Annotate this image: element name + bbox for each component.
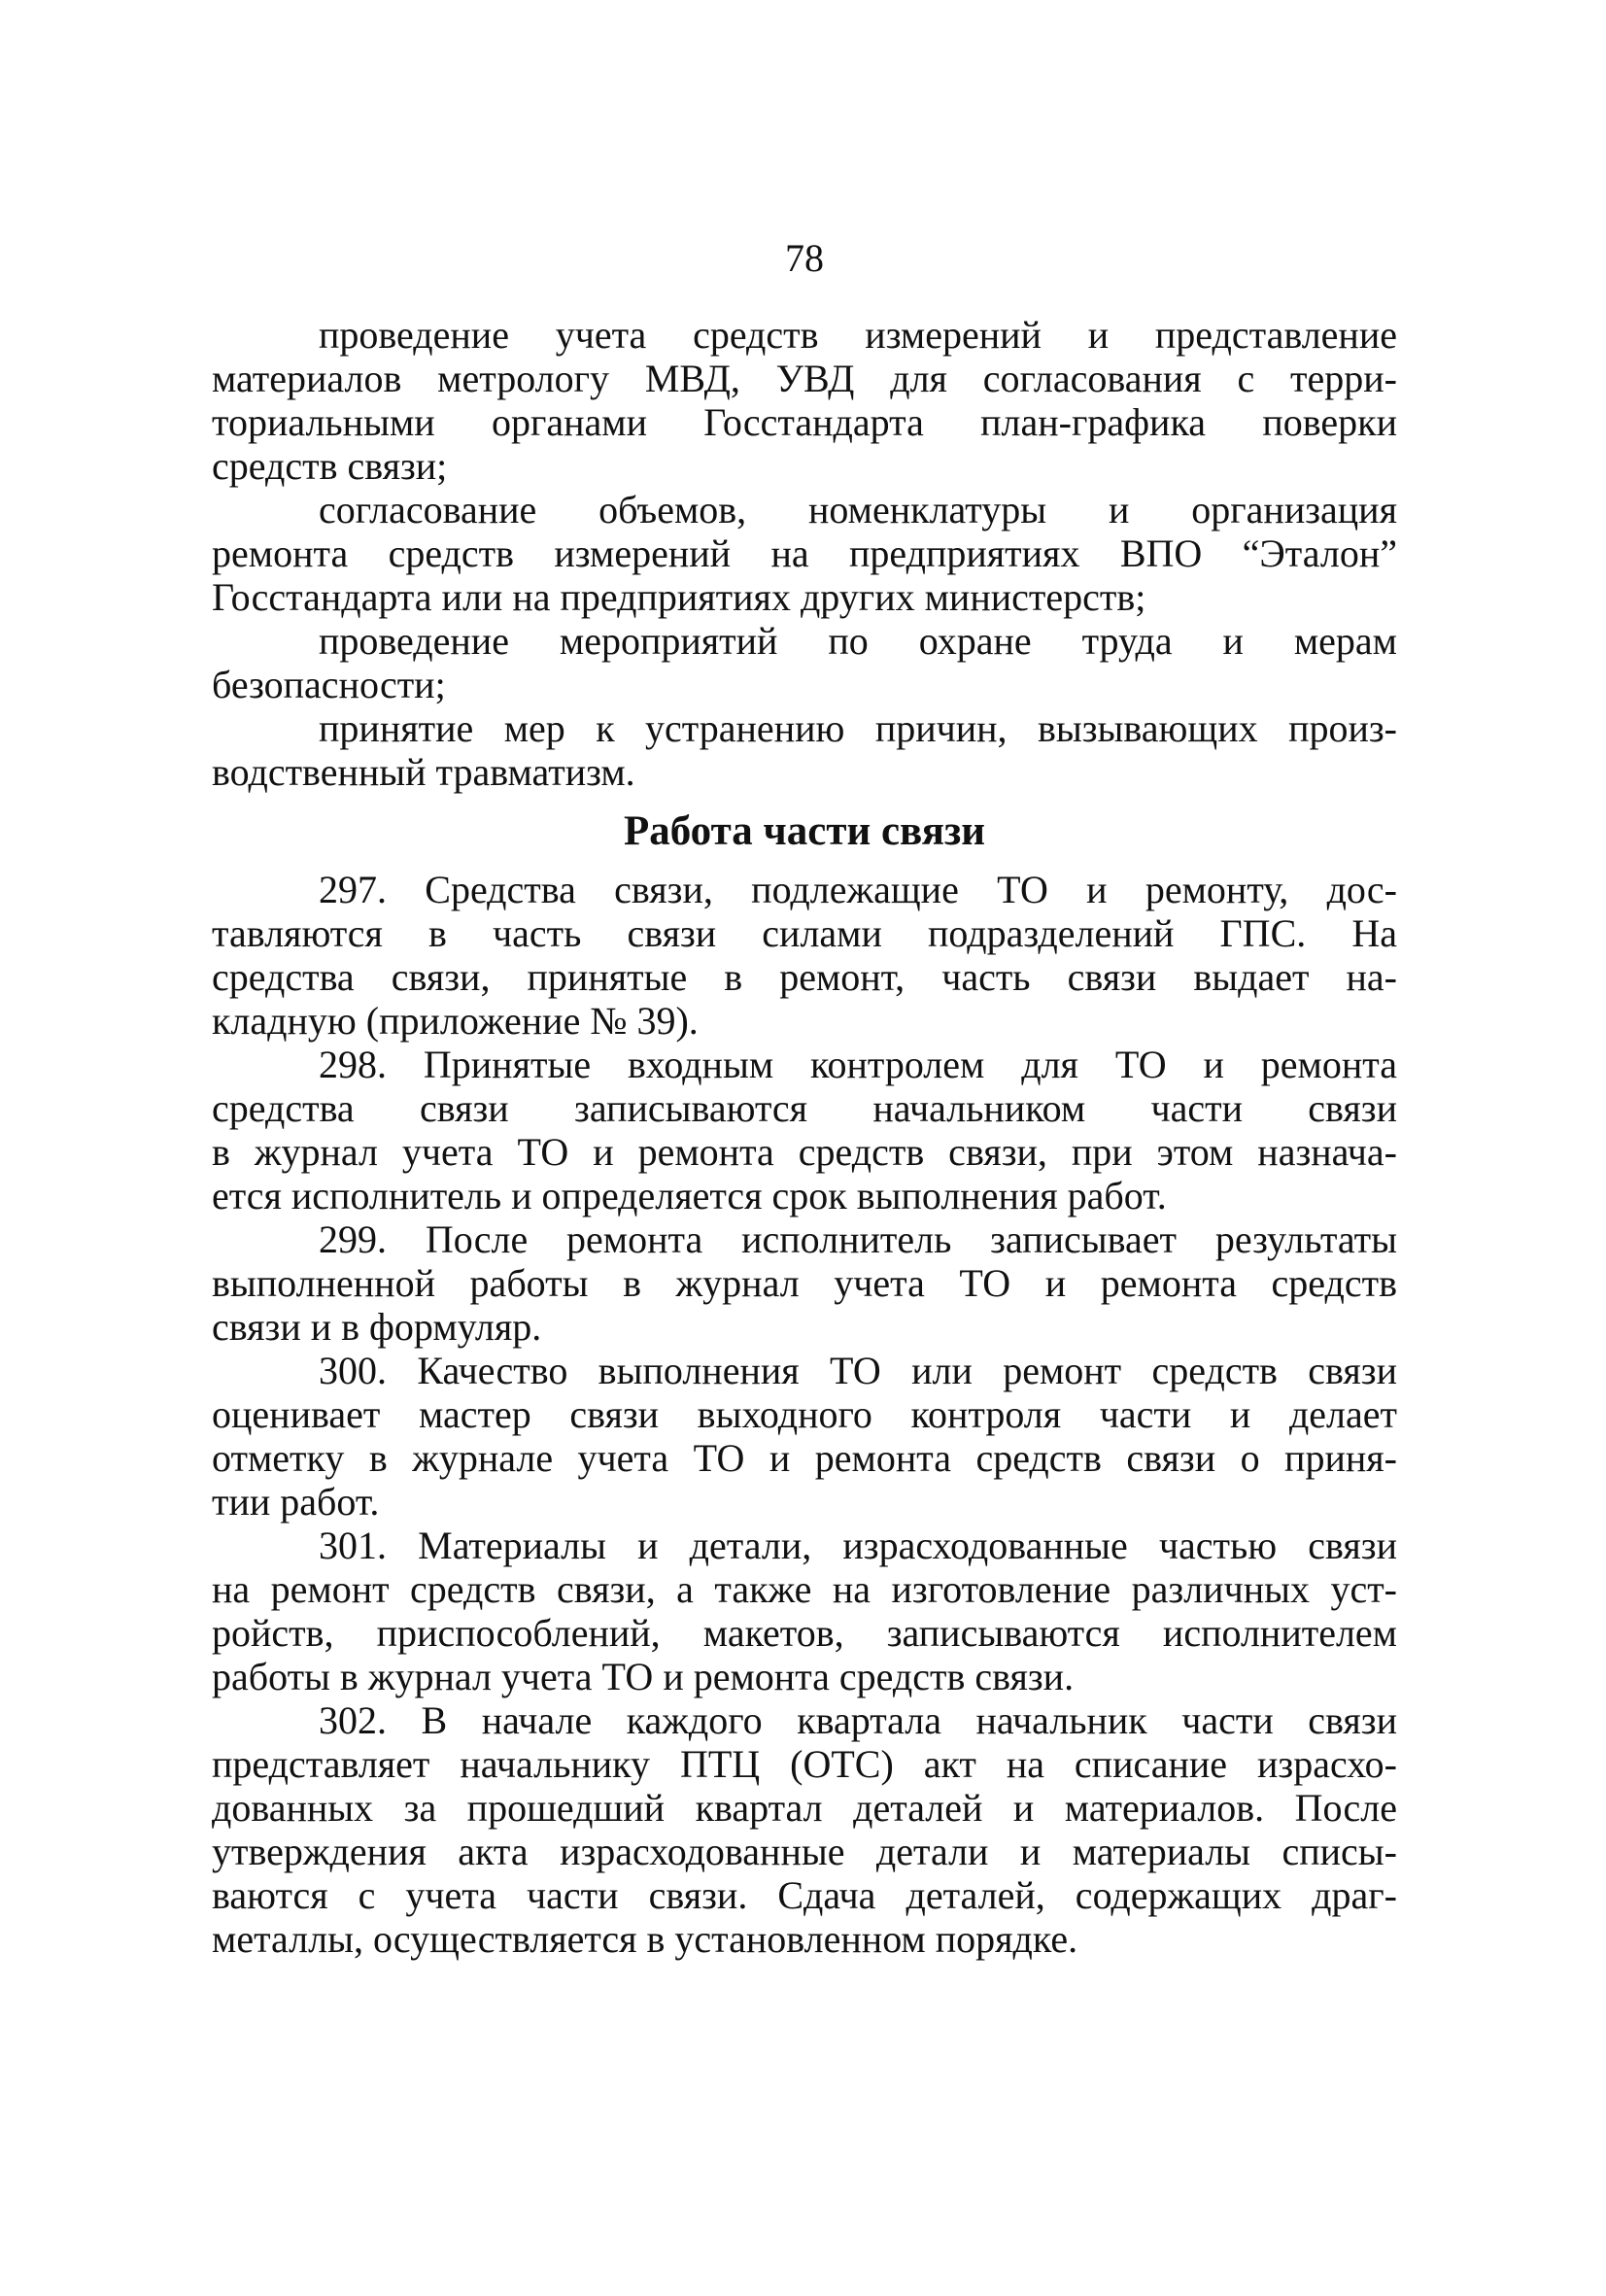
text-line: металлы, осуществляется в установленном порядке. [212,1917,1078,1961]
text-line: Госстандарта или на предприятиях других министерств; [212,575,1146,619]
text-line: материалов метрологу МВД, УВД для согласования с терри- [212,357,1397,400]
text-line: безопасности; [212,663,446,706]
text-line: связи и в формуляр. [212,1305,542,1349]
section-paragraph [212,1349,1397,1524]
text-line: в журнал учета ТО и ремонта средств связи, при этом назнача- [212,1130,1397,1174]
text-line: 302. В начале каждого квартала начальник части связи [319,1698,1397,1742]
text-line: ется исполнитель и определяется срок выполнения работ. [212,1174,1167,1217]
section-title: Работа части связи [623,808,986,854]
text-line: водственный травматизм. [212,750,635,794]
text-line: принятие мер к устранению причин, вызывающих произ- [319,706,1397,750]
text-line: кладную (приложение № 39). [212,999,699,1043]
intro-paragraph [212,619,1397,706]
section-paragraph [212,1217,1397,1349]
text-line: работы в журнал учета ТО и ремонта средств связи. [212,1655,1075,1698]
text-line: на ремонт средств связи, а также на изготовление различных уст- [212,1567,1397,1611]
text-line: представляет начальнику ПТЦ (ОТС) акт на списание израсхо- [212,1742,1397,1786]
section-paragraph [212,1043,1397,1217]
section-paragraph [212,868,1397,1043]
text-line: ваются с учета части связи. Сдача деталей, содержащих драг- [212,1873,1397,1917]
section-paragraph [212,1698,1397,1961]
text-line: 298. Принятые входным контролем для ТО и ремонта [319,1043,1397,1086]
intro-paragraph [212,488,1397,619]
text-line: ройств, приспособлений, макетов, записываются исполнителем [212,1611,1397,1655]
section-paragraph [212,1524,1397,1698]
text-line: отметку в журнале учета ТО и ремонта средств связи о приня- [212,1436,1397,1480]
text-line: дованных за прошедший квартал деталей и материалов. После [212,1786,1397,1830]
text-line: выполненной работы в журнал учета ТО и ремонта средств [212,1261,1397,1305]
text-line: проведение учета средств измерений и представление [319,313,1397,357]
text-line: ремонта средств измерений на предприятиях ВПО “Эталон” [212,531,1397,575]
text-line: средств связи; [212,444,448,488]
section-text [212,868,1397,1961]
document-page [212,233,1397,1961]
intro-paragraph [212,313,1397,488]
text-line: средства связи, принятые в ремонт, часть связи выдает на- [212,955,1397,999]
text-line: средства связи записываются начальником части связи [212,1086,1397,1130]
text-line: утверждения акта израсходованные детали и материалы списы- [212,1830,1397,1873]
text-line: оценивает мастер связи выходного контроля части и делает [212,1392,1397,1436]
text-line: 301. Материалы и детали, израсходованные частью связи [319,1524,1397,1567]
text-line: 297. Средства связи, подлежащие ТО и ремонту, дос- [319,868,1397,911]
text-line: 299. После ремонта исполнитель записывает результаты [319,1217,1397,1261]
page-number: 78 [785,236,824,280]
text-line: тавляются в часть связи силами подразделений ГПС. На [212,911,1397,955]
text-line: тии работ. [212,1480,380,1524]
intro-paragraph [212,706,1397,794]
text-line: согласование объемов, номенклатуры и организация [319,488,1397,531]
text-line: проведение мероприятий по охране труда и мерам [319,619,1397,663]
text-line: ториальными органами Госстандарта план-графика поверки [212,400,1397,444]
intro-text [212,313,1397,794]
text-line: 300. Качество выполнения ТО или ремонт средств связи [319,1349,1397,1392]
